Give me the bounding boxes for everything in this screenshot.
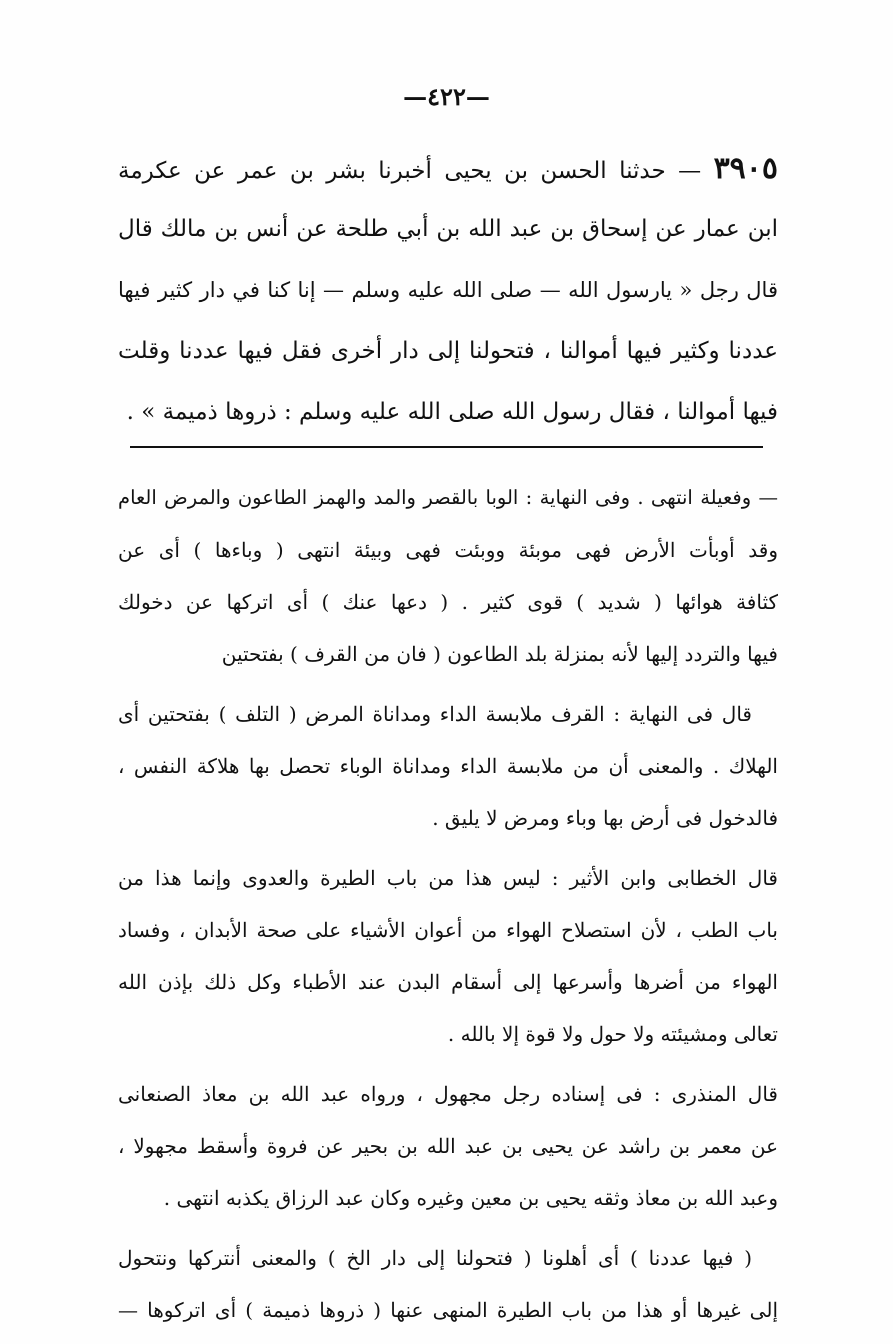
commentary-line: قال الخطابى وابن الأثير : ليس هذا من باب الطيرة والعدوى وإنما هذا من <box>118 866 778 890</box>
commentary-line: عن معمر بن راشد عن يحيى بن عبد الله بن بحير عن فروة وأسقط مجهولا ، <box>118 1134 778 1158</box>
hadith-line <box>118 138 778 199</box>
commentary-line: وعبد الله بن معاذ وثقه يحيى بن معين وغيره وكان عبد الرزاق يكذبه انتهى . <box>163 1186 778 1210</box>
hadith-line: ابن عمار عن إسحاق بن عبد الله بن أبي طلحة عن أنس بن مالك قال <box>118 216 778 242</box>
commentary-line: — وفعيلة انتهى . وفى النهاية : الوبا بالقصر والمد والهمز الطاعون والمرض العام <box>118 486 778 509</box>
commentary-line: تعالى ومشيئته ولا حول ولا قوة إلا بالله . <box>447 1022 778 1046</box>
commentary-line: باب الطب ، لأن استصلاح الهواء من أعوان الأشياء على صحة الأبدان ، وفساد <box>118 918 778 942</box>
page-number: —٤٢٢— <box>403 82 490 111</box>
commentary-line: إلى غيرها أو هذا من باب الطيرة المنهى عنها ( ذروها ذميمة ) أى اتركوها — <box>118 1298 778 1322</box>
hadith-number: ٣٩٠٥ <box>713 151 778 186</box>
commentary-line: الهلاك . والمعنى أن من ملابسة الداء ومداناة الوباء تحصل بها هلاكة النفس ، <box>118 754 778 778</box>
commentary-line: وقد أوبأت الأرض فهى موبئة ووبئت فهى وبيئة انتهى ( وباءها ) أى عن <box>118 538 778 562</box>
commentary-line: قال المنذرى : فى إسناده رجل مجهول ، ورواه عبد الله بن معاذ الصنعانى <box>118 1082 778 1106</box>
footnote-divider <box>130 446 763 448</box>
hadith-text <box>118 138 778 443</box>
commentary-line: فيها والتردد إليها لأنه بمنزلة بلد الطاعون ( فان من القرف ) بفتحتين <box>221 642 778 666</box>
hadith-line: فيها أموالنا ، فقال رسول الله صلى الله عليه وسلم : ذروها ذميمة » . <box>126 399 778 425</box>
hadith-line: عددنا وكثير فيها أموالنا ، فتحولنا إلى دار أخرى فقل فيها عددنا وقلت <box>118 338 778 364</box>
commentary-paragraph <box>118 1068 778 1224</box>
commentary-paragraph <box>118 1232 778 1336</box>
commentary-paragraph <box>118 472 778 680</box>
commentary <box>118 472 778 1344</box>
commentary-line: كثافة هوائها ( شديد ) قوى كثير . ( دعها عنك ) أى اتركها عن دخولك <box>118 590 778 614</box>
commentary-line: ( فيها عددنا ) أى أهلونا ( فتحولنا إلى دار الخ ) والمعنى أنتركها ونتحول <box>118 1246 752 1270</box>
hadith-line-text: — حدثنا الحسن بن يحيى أخبرنا بشر بن عمر عن عكرمة <box>118 158 702 184</box>
commentary-line: الهواء من أضرها وأسرعها إلى أسقام البدن عند الأطباء وكل ذلك بإذن الله <box>118 970 778 994</box>
commentary-line: قال فى النهاية : القرف ملابسة الداء ومداناة المرض ( التلف ) بفتحتين أى <box>118 702 752 726</box>
commentary-paragraph <box>118 688 778 844</box>
commentary-line: فالدخول فى أرض بها وباء ومرض لا يليق . <box>432 806 778 830</box>
hadith-line: قال رجل « يارسول الله — صلى الله عليه وسلم — إنا كنا في دار كثير فيها <box>118 278 778 302</box>
commentary-paragraph <box>118 852 778 1060</box>
